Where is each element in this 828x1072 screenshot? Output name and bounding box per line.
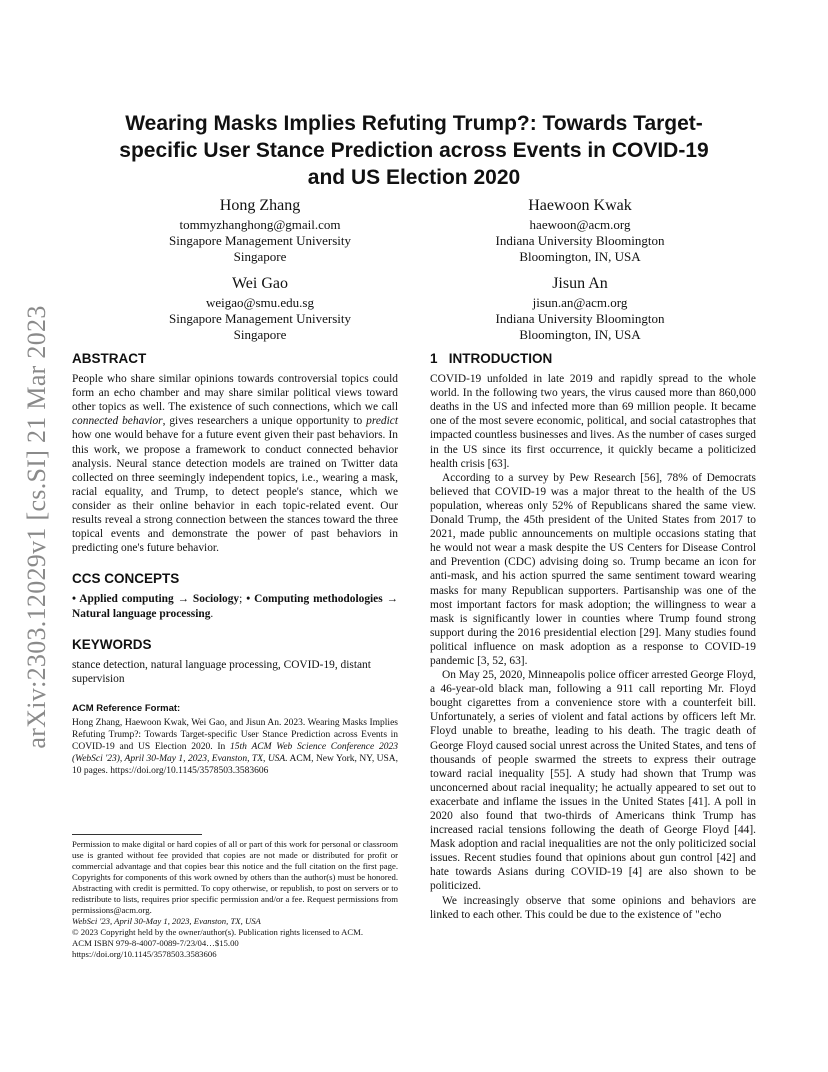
author-block <box>110 196 410 265</box>
abstract-emphasis: predict <box>366 415 398 428</box>
intro-paragraph: We increasingly observe that some opinions and behaviors are linked to each other. This could be due to the existence of "echo <box>430 894 756 921</box>
permission-copyright: © 2023 Copyright held by the owner/author(s). Publication rights licensed to ACM. <box>72 927 364 937</box>
ccs-heading: CCS CONCEPTS <box>72 571 180 587</box>
permission-doi: https://doi.org/10.1145/3578503.3583606 <box>72 949 217 959</box>
arxiv-identifier: arXiv:2303.12029v1 [cs.SI] 21 Mar 2023 <box>22 305 51 749</box>
abstract-heading: ABSTRACT <box>72 351 147 366</box>
intro-paragraph: According to a survey by Pew Research [56], 78% of Democrats believed that COVID-19 was a major threat to the health of the US population, whereas only 52% of Republicans shared the same view. Donald Trump, the 45th president of the United States from 2017 to 2021, made public announcements on multiple occasions stating that he would not wear a mask despite the US Centers for Disease Control and Prevention (CDC) advising doing so. Trump became an icon for anti-mask, and his action spurred the same sentiment toward wearing masks for many Republican supporters. Partisanship was one of the most important factors for mask adoption; the willingness to wear a mask is significantly lower in counties where Trump found strong support during the 2016 presidential election [29]. Many studies found political influence on mask adoption as a response to COVID-19 pandemic [3, 52, 63]. <box>430 471 756 667</box>
acm-reference-text: ACM, New York, NY, USA, 10 pages. https://doi.org/10.1145/3578503.3583606 <box>72 753 398 776</box>
ccs-separator: ; <box>239 593 247 606</box>
permission-text: Permission to make digital or hard copies of all or part of this work for personal or classroom use is granted without fee provided that copies are not made or distributed for profit or commercial advantage and that copies bear this notice and the full citation on the first page. Copyrights for components of this work owned by others than the author(s) must be honored. Abstracting with credit is permitted. To copy otherwise, or republish, to post on servers or to redistribute to lists, requires prior specific permission and/or a fee. Request permissions from permissions@acm.org. <box>72 839 398 915</box>
acm-reference <box>72 703 398 777</box>
author-affiliation: Indiana University Bloomington <box>495 233 665 248</box>
abstract-text-part: how one would behave for a future event given their past behaviors. In this work, we propose a framework to conduct connected behavior analysis. Neural stance detection models are trained on Twitter data collected on three seemingly independent topics, i.e., wearing a mask, racial equality, and Trump, to detect people's stance, which we consider as their online behavior in each topic-related event. Our results reveal a strong connection between the stances toward the three topical events and demonstrate the power of past behaviors in predicting one's future behavior. <box>72 429 398 555</box>
ccs-text <box>72 592 398 620</box>
author-name: Jisun An <box>552 275 608 292</box>
paper-title: Wearing Masks Implies Refuting Trump?: Towards Target-specific User Stance Prediction across Events in COVID-19 and US Election 2020 <box>119 112 709 189</box>
keywords-heading: KEYWORDS <box>72 636 152 652</box>
author-name: Hong Zhang <box>219 197 301 214</box>
footnote-rule <box>72 834 202 835</box>
abstract-text-part: , gives researchers a unique opportunity to <box>162 415 367 428</box>
right-column <box>430 352 756 922</box>
intro-paragraph: COVID-19 unfolded in late 2019 and rapidly spread to the whole world. In the following two years, the virus caused more than 860,000 deaths in the US and infected more than 69 million people. It became one of the most severe economic, political, and social catastrophes that impacted countless businesses and lives. As the number of cases surged in the US since its first occurrence, it quickly became a politicized health crisis [63]. <box>430 373 756 470</box>
acm-reference-heading: ACM Reference Format: <box>72 702 181 714</box>
left-column <box>72 352 398 777</box>
permission-notice <box>72 839 398 960</box>
author-email: jisun.an@acm.org <box>532 295 628 310</box>
author-location: Singapore <box>233 249 287 264</box>
author-affiliation: Singapore Management University <box>169 311 351 326</box>
abstract-text <box>72 372 398 555</box>
author-location: Bloomington, IN, USA <box>519 327 641 342</box>
author-email: haewoon@acm.org <box>529 217 631 232</box>
permission-isbn: ACM ISBN 979-8-4007-0089-7/23/04…$15.00 <box>72 938 239 948</box>
author-location: Singapore <box>233 327 287 342</box>
arxiv-sidebar <box>22 292 52 762</box>
abstract-text-part: People who share similar opinions towards controversial topics could form an echo chamber and may share similar political views toward other topics as well. The existence of such connections, which we call <box>72 373 398 414</box>
author-name: Haewoon Kwak <box>528 197 632 214</box>
ccs-concept: • Applied computing → Sociology <box>72 593 240 606</box>
author-location: Bloomington, IN, USA <box>519 249 641 264</box>
author-block <box>430 196 730 265</box>
permission-venue: WebSci '23, April 30-May 1, 2023, Evanston, TX, USA <box>72 916 261 926</box>
author-affiliation: Indiana University Bloomington <box>495 311 665 326</box>
author-block <box>430 274 730 343</box>
keywords-text: stance detection, natural language processing, COVID-19, distant supervision <box>72 658 371 685</box>
author-block <box>110 274 410 343</box>
ccs-concept: • Computing methodologies → Natural language processing <box>72 593 398 620</box>
introduction-heading: 1 INTRODUCTION <box>430 351 553 366</box>
author-email: tommyzhanghong@gmail.com <box>179 217 341 232</box>
intro-paragraph: On May 25, 2020, Minneapolis police officer arrested George Floyd, a 46-year-old black man, following a 911 call reporting Mr. Floyd bought cigarettes from a convenience store with a counterfeit bill. Unfortunately, a series of violent and fatal actions by officers left Mr. Floyd unable to breathe, leading to his death. The tragic death of George Floyd caused social unrest across the United States, and tens of thousands of people swarmed the streets to express their outrage toward racial inequality [55]. A study had shown that Trump was unconcerned about racial inequality; he actually appeared to set out to exacerbate and inflame the issues in the United States [41]. A poll in 2020 also found that two-thirds of Americans think Trump has increased racial tensions following the death of George Floyd [44]. Mask adoption and racial inequalities are not the only politicized social issues. Recent studies found that opinions about gun control [42] and hate towards Asians during COVID-19 [4] are also shown to be politicized. <box>430 669 757 893</box>
acm-reference-venue: 15th ACM Web Science Conference 2023 (WebSci '23), April 30-May 1, 2023, Evanston, TX, USA. <box>72 741 398 764</box>
author-affiliation: Singapore Management University <box>169 233 351 248</box>
ccs-end: . <box>210 607 214 620</box>
author-email: weigao@smu.edu.sg <box>205 295 314 310</box>
acm-reference-text: Hong Zhang, Haewoon Kwak, Wei Gao, and Jisun An. 2023. Wearing Masks Implies Refuting Trump?: Towards Target-specific User Stance Prediction across Events in COVID-19 and US Election 2020. In <box>72 717 398 752</box>
author-name: Wei Gao <box>231 275 289 292</box>
abstract-emphasis: connected behavior <box>72 415 163 428</box>
